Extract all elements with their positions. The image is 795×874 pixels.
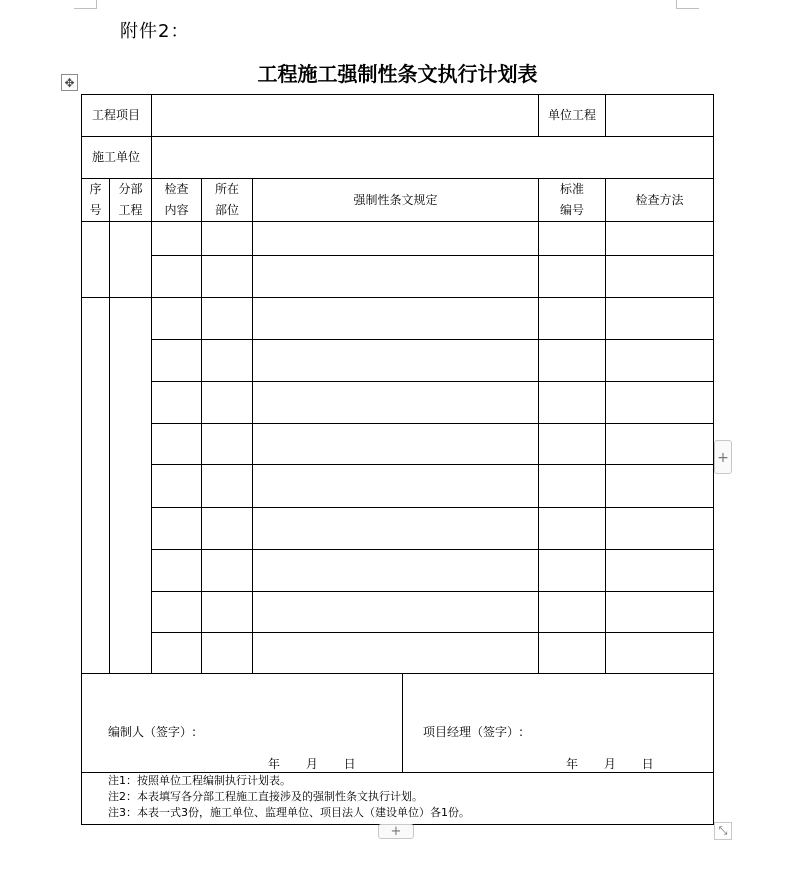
attachment-label: 附件2： [120, 21, 190, 42]
table-cell[interactable] [539, 424, 606, 465]
table-cell[interactable] [606, 633, 714, 674]
header-standard-no: 标准 编号 [539, 179, 606, 222]
table-cell[interactable] [202, 298, 253, 340]
table-cell[interactable] [539, 550, 606, 592]
table-cell[interactable] [152, 633, 202, 674]
table-cell[interactable] [606, 550, 714, 592]
note-2: 注2：本表填写各分部工程施工直接涉及的强制性条文执行计划。 [108, 790, 423, 803]
table-cell[interactable] [202, 222, 253, 256]
page-title: 工程施工强制性条文执行计划表 [257, 62, 538, 86]
table-cell[interactable] [253, 298, 539, 340]
table-cell[interactable] [202, 592, 253, 633]
table-cell[interactable] [152, 592, 202, 633]
construction-unit-label: 施工单位 [82, 137, 152, 179]
table-cell[interactable] [539, 382, 606, 424]
table-cell[interactable] [202, 256, 253, 298]
move-icon[interactable]: ✥ [61, 74, 78, 91]
table-cell[interactable] [253, 382, 539, 424]
table-cell[interactable] [606, 222, 714, 256]
table-cell[interactable] [152, 508, 202, 550]
header-sub-project: 分部 工程 [110, 179, 152, 222]
table-cell[interactable] [253, 550, 539, 592]
table-cell[interactable] [253, 222, 539, 256]
manager-date: 年 月 日 [566, 757, 654, 771]
table-cell[interactable] [606, 382, 714, 424]
resize-icon[interactable]: ⤡ [714, 822, 732, 840]
page-corner-marker-left [74, 0, 97, 9]
compiler-date: 年 月 日 [268, 757, 356, 771]
header-check-content: 检查 内容 [152, 179, 202, 222]
group-1-seq-cell[interactable] [82, 222, 110, 298]
table-cell[interactable] [253, 340, 539, 382]
table-cell[interactable] [606, 298, 714, 340]
manager-signature-label: 项目经理（签字）: [423, 725, 524, 739]
table-cell[interactable] [152, 382, 202, 424]
note-3: 注3：本表一式3份，施工单位、监理单位、项目法人（建设单位）各1份。 [108, 806, 470, 819]
table-cell[interactable] [606, 508, 714, 550]
table-cell[interactable] [539, 256, 606, 298]
table-cell[interactable] [606, 592, 714, 633]
table-cell[interactable] [202, 550, 253, 592]
table-cell[interactable] [152, 298, 202, 340]
execution-plan-table [81, 94, 714, 825]
notes-cell [82, 773, 714, 825]
project-item-label: 工程项目 [82, 95, 152, 137]
table-cell[interactable] [539, 465, 606, 508]
table-cell[interactable] [253, 465, 539, 508]
table-cell[interactable] [539, 508, 606, 550]
table-cell[interactable] [152, 256, 202, 298]
manager-signature-cell[interactable] [403, 674, 714, 773]
table-cell[interactable] [202, 382, 253, 424]
header-provision: 强制性条文规定 [253, 179, 539, 222]
table-cell[interactable] [253, 633, 539, 674]
project-item-value[interactable] [152, 95, 539, 137]
unit-project-value[interactable] [606, 95, 714, 137]
table-cell[interactable] [539, 633, 606, 674]
table-cell[interactable] [253, 508, 539, 550]
group-2-sub-cell[interactable] [110, 298, 152, 674]
plus-icon[interactable]: + [714, 440, 732, 474]
group-2-seq-cell[interactable] [82, 298, 110, 674]
table-cell[interactable] [606, 340, 714, 382]
header-location: 所在 部位 [202, 179, 253, 222]
group-1-sub-cell[interactable] [110, 222, 152, 298]
table-cell[interactable] [202, 633, 253, 674]
construction-unit-value[interactable] [152, 137, 714, 179]
table-cell[interactable] [606, 465, 714, 508]
table-cell[interactable] [253, 592, 539, 633]
table-cell[interactable] [152, 222, 202, 256]
table-cell[interactable] [606, 256, 714, 298]
unit-project-label: 单位工程 [539, 95, 606, 137]
table-cell[interactable] [202, 508, 253, 550]
table-cell[interactable] [606, 424, 714, 465]
compiler-signature-cell[interactable] [82, 674, 403, 773]
page-corner-marker-right [676, 0, 699, 9]
table-cell[interactable] [539, 298, 606, 340]
table-cell[interactable] [202, 424, 253, 465]
header-check-method: 检查方法 [606, 179, 714, 222]
compiler-signature-label: 编制人（签字）: [108, 725, 197, 739]
table-cell[interactable] [152, 550, 202, 592]
table-cell[interactable] [152, 424, 202, 465]
plus-icon[interactable]: + [378, 824, 414, 839]
table-cell[interactable] [152, 340, 202, 382]
table-cell[interactable] [152, 465, 202, 508]
note-1: 注1：按照单位工程编制执行计划表。 [108, 774, 291, 787]
table-cell[interactable] [539, 222, 606, 256]
table-cell[interactable] [253, 424, 539, 465]
table-cell[interactable] [539, 592, 606, 633]
table-cell[interactable] [253, 256, 539, 298]
table-cell[interactable] [539, 340, 606, 382]
header-seq: 序 号 [82, 179, 110, 222]
table-cell[interactable] [202, 340, 253, 382]
table-cell[interactable] [202, 465, 253, 508]
